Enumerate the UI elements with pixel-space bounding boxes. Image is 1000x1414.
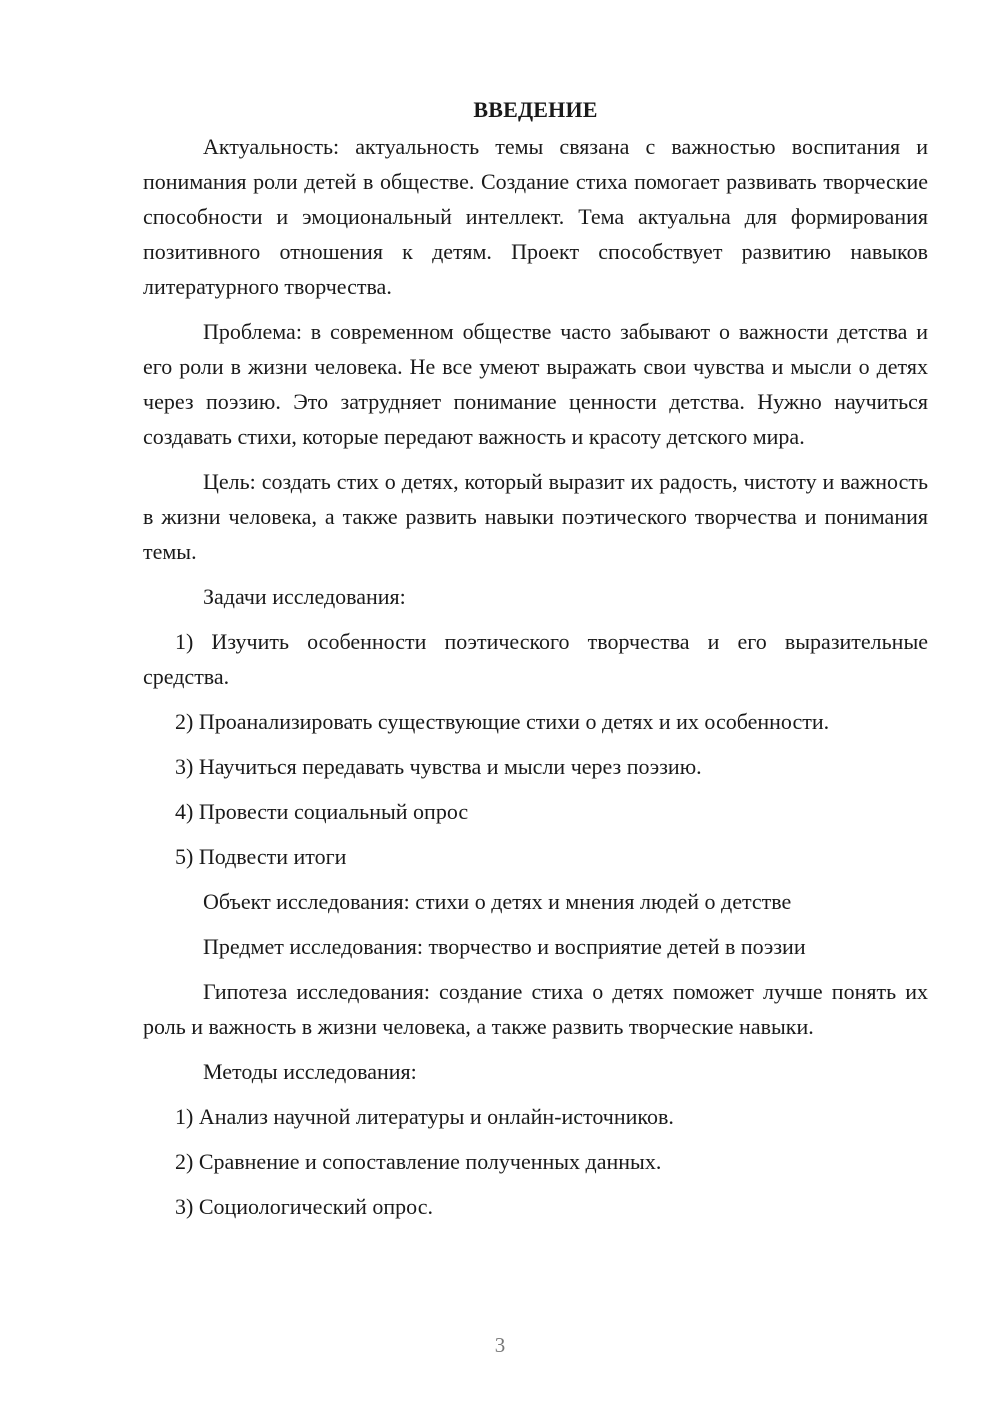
method-item: 1) Анализ научной литературы и онлайн-источников.: [175, 1104, 674, 1129]
method-item: 2) Сравнение и сопоставление полученных данных.: [175, 1149, 662, 1174]
method-item: 3) Социологический опрос.: [175, 1194, 433, 1219]
subject-paragraph: Предмет исследования: творчество и восприятие детей в поэзии: [203, 934, 806, 959]
tasks-heading: Задачи исследования:: [203, 584, 406, 609]
section-title: ВВЕДЕНИЕ: [473, 97, 598, 122]
methods-heading: Методы исследования:: [203, 1059, 417, 1084]
object-paragraph: Объект исследования: стихи о детях и мнения людей о детстве: [203, 889, 792, 914]
goal-paragraph: Цель: создать стих о детях, который выразит их радость, чистоту и важность в жизни человека, а также развить навыки поэтического творчества и понимания темы.: [143, 469, 928, 564]
document-page: [143, 92, 928, 1234]
task-item: 2) Проанализировать существующие стихи о детях и их особенности.: [175, 709, 830, 734]
relevance-paragraph: Актуальность: актуальность темы связана с важностью воспитания и понимания роли детей в обществе. Создание стиха помогает развивать творческие способности и эмоциональный интеллект. Тема актуальна для формирования позитивного отношения к детям. Проект способствует развитию навыков литературного творчества.: [143, 134, 928, 299]
hypothesis-paragraph: Гипотеза исследования: создание стиха о детях поможет лучше понять их роль и важность в жизни человека, а также развить творческие навыки.: [143, 979, 928, 1039]
task-item: 3) Научиться передавать чувства и мысли через поэзию.: [175, 754, 702, 779]
page-number: 3: [494, 1333, 506, 1357]
problem-paragraph: Проблема: в современном обществе часто забывают о важности детства и его роли в жизни человека. Не все умеют выражать свои чувства и мысли о детях через поэзию. Это затрудняет понимание ценности детства. Нужно научиться создавать стихи, которые передают важность и красоту детского мира.: [143, 319, 928, 449]
task-item: 1) Изучить особенности поэтического творчества и его выразительные средства.: [143, 629, 928, 689]
task-item: 4) Провести социальный опрос: [175, 799, 469, 824]
task-item: 5) Подвести итоги: [175, 844, 347, 869]
